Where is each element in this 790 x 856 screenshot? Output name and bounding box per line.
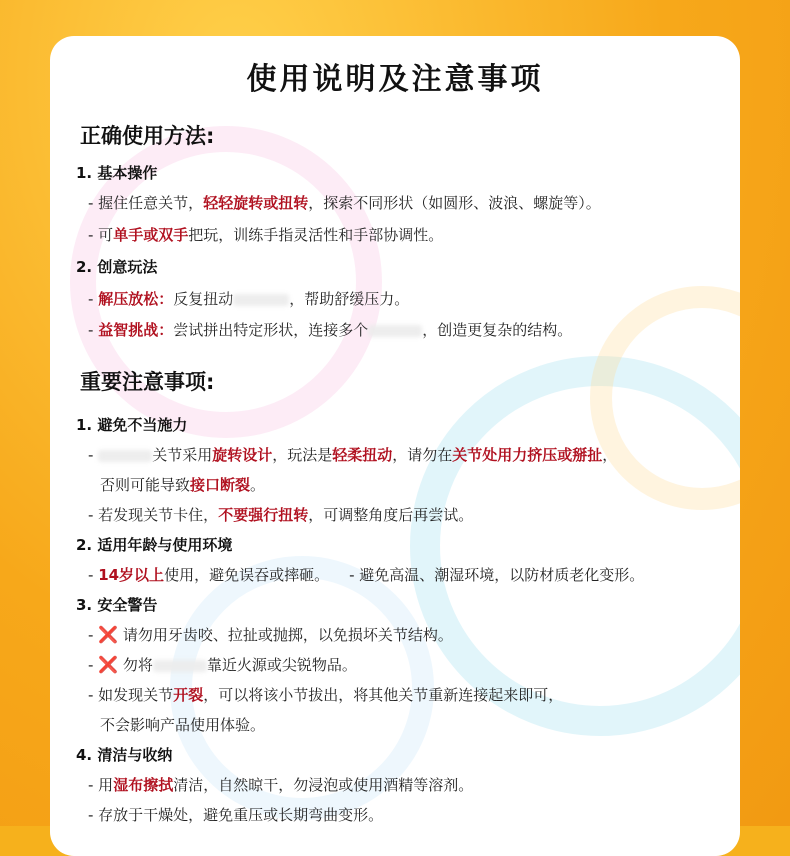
obscured-text	[233, 294, 289, 306]
notes-line: - ❌ 勿将 靠近火源或尖锐物品。	[88, 655, 357, 674]
notes-line: - 如发现关节开裂，可以将该小节拔出，将其他关节重新连接起来即可，	[88, 686, 564, 704]
notes-line: 不会影响产品使用体验。	[100, 716, 266, 734]
notes-line: 否则可能导致接口断裂。	[100, 476, 266, 494]
usage-line: - 益智挑战：尝试拼出特定形状，连接多个 ，创造更复杂的结构。	[88, 321, 573, 339]
notes-line: - 14岁以上使用，避免误吞或摔砸。 - 避免高温、潮湿环境，以防材质老化变形。	[88, 566, 645, 584]
notes-line: - 若发现关节卡住，不要强行扭转，可调整角度后再尝试。	[88, 506, 474, 524]
usage-line: - 解压放松：反复扭动 ，帮助舒缓压力。	[88, 290, 410, 308]
notes-heading: 重要注意事项:	[80, 370, 215, 394]
cleaning-storage-label: 4. 清洁与收纳	[76, 746, 173, 764]
avoid-force-label: 1. 避免不当施力	[76, 416, 188, 434]
cross-icon: ❌	[98, 625, 119, 644]
page-title: 使用说明及注意事项	[246, 62, 544, 97]
notes-line: - ❌ 请勿用牙齿咬、拉扯或抛掷，以免损坏关节结构。	[88, 625, 453, 644]
obscured-text	[98, 450, 152, 462]
basic-operation-label: 1. 基本操作	[76, 164, 158, 182]
obscured-text	[368, 325, 422, 337]
notes-line: - 存放于干燥处，避免重压或长期弯曲变形。	[88, 806, 384, 824]
age-environment-label: 2. 适用年龄与使用环境	[76, 536, 233, 554]
notes-line: - 关节采用旋转设计，玩法是轻柔扭动，请勿在关节处用力挤压或掰扯，	[88, 446, 618, 464]
cross-icon: ❌	[98, 655, 119, 674]
instruction-card	[50, 36, 740, 856]
usage-line: - 握住任意关节，轻轻旋转或扭转，探索不同形状（如圆形、波浪、螺旋等）。	[88, 194, 601, 212]
usage-heading: 正确使用方法:	[80, 124, 215, 148]
obscured-text	[153, 660, 207, 672]
usage-line: - 可单手或双手把玩，训练手指灵活性和手部协调性。	[88, 226, 444, 244]
safety-warning-label: 3. 安全警告	[76, 596, 158, 614]
notes-line: - 用湿布擦拭清洁，自然晾干，勿浸泡或使用酒精等溶剂。	[88, 776, 474, 794]
creative-play-label: 2. 创意玩法	[76, 258, 158, 276]
